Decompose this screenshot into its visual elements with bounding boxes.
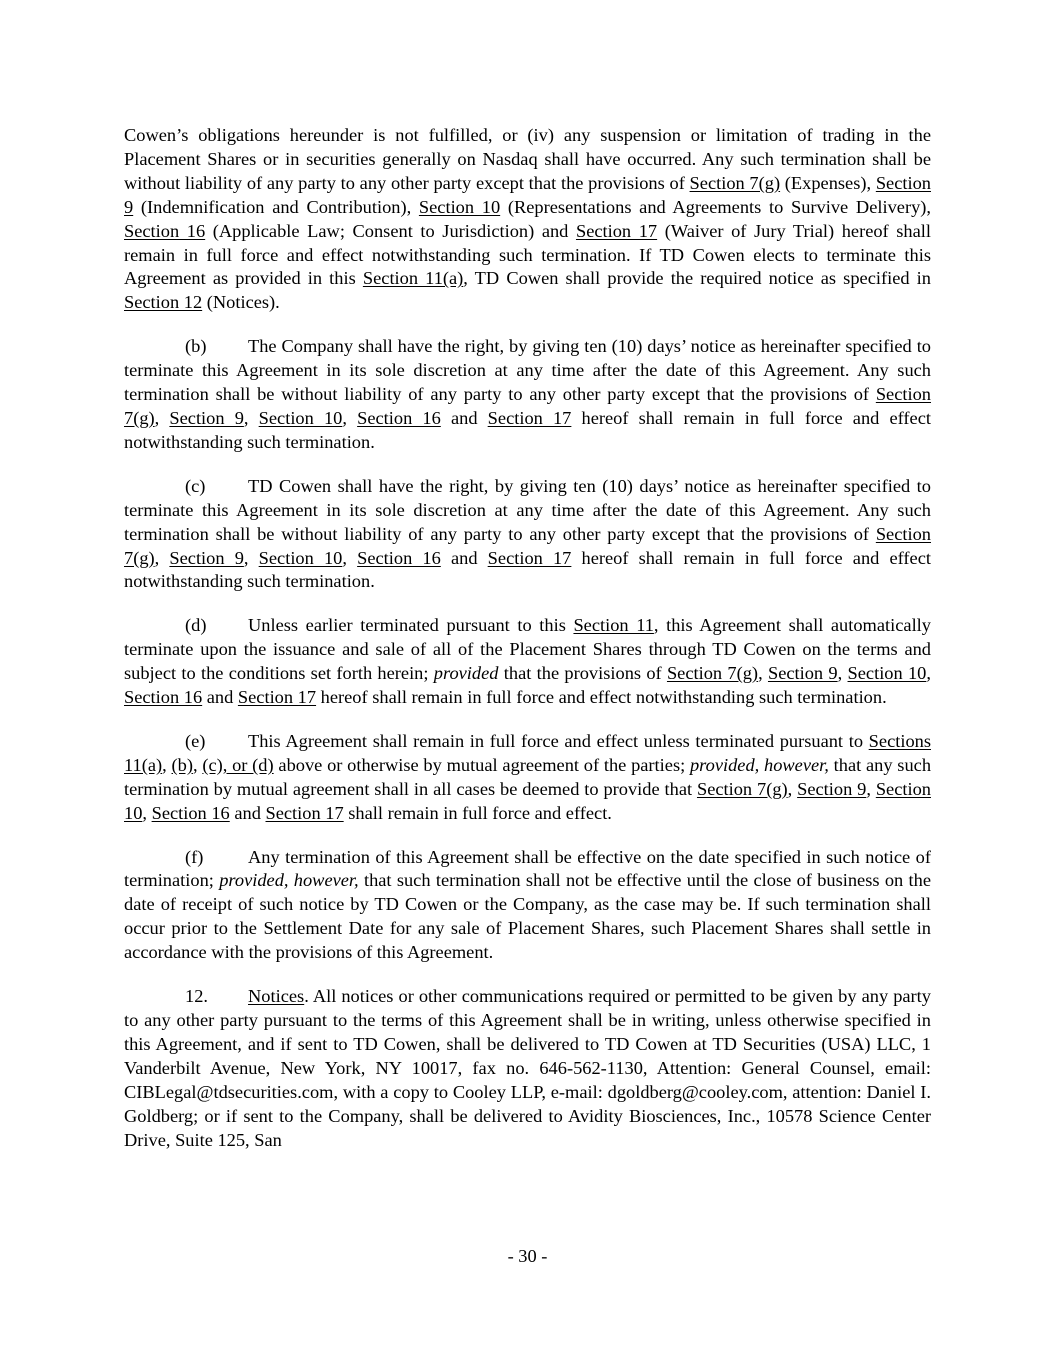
- text: that the provisions of: [498, 663, 667, 684]
- section-reference: Section 17: [575, 220, 658, 241]
- section-reference: Section 10: [418, 196, 501, 217]
- paragraph-f: [124, 846, 931, 966]
- document-page: [124, 124, 931, 1172]
- section-reference: Section 10: [847, 663, 927, 684]
- text: shall remain in full force and effect.: [343, 802, 612, 823]
- clause-label: (f): [185, 846, 204, 867]
- section-reference: Section 10: [258, 407, 343, 428]
- section-reference: Section 17: [265, 802, 344, 823]
- text: ,: [243, 547, 259, 568]
- text: . All notices or other communications required or permitted to be given by any party to any other party pursuant to the terms of this Agreement shall be in writing, unless otherwise specified in this Agreement, and if sent to TD Cowen, shall be delivered to TD Cowen at TD Securities (USA) LLC, 1 Vanderbilt Avenue, New York, NY 10017, fax no. 646-562-1130, Attention: General Counsel, email: CIBLegal@tdsecurities.com, with a copy to Cooley LLP, e-mail: dgoldberg@cooley.com, attention: Daniel I. Goldberg; or if sent to the Company, shall be delivered to Avidity Biosciences, Inc., 10578 Science Center Drive, Suite 125, San: [124, 986, 931, 1150]
- section-reference: Section 9: [124, 172, 931, 217]
- text: ,: [154, 547, 170, 568]
- section-reference: Section 10: [124, 778, 931, 823]
- text: , this Agreement shall automatically terminate upon the issuance and sale of all of the Placement Shares through TD Cowen on the terms and subject to the conditions set forth herein;: [124, 615, 931, 684]
- section-reference: Section 7(g): [666, 663, 759, 684]
- text: above or otherwise by mutual agreement of the parties;: [273, 754, 690, 775]
- section-reference: Section 11: [573, 615, 654, 636]
- section-reference: Section 12: [124, 292, 203, 313]
- text: hereof shall remain in full force and effect notwithstanding such termination.: [124, 407, 931, 452]
- section-reference: Section 9: [767, 663, 838, 684]
- section-reference: Section 7(g): [689, 172, 781, 193]
- text: ,: [837, 663, 848, 684]
- paragraph-c: [124, 475, 931, 595]
- text: This Agreement shall remain in full force and effect unless terminated pursuant to: [248, 730, 869, 751]
- paragraph-b: [124, 335, 931, 455]
- text: that any such termination by mutual agreement shall in all cases be deemed to provide that: [124, 754, 932, 799]
- section-reference: Section 11(a): [362, 268, 464, 289]
- text: (Indemnification and Contribution),: [133, 196, 419, 217]
- text: hereof shall remain in full force and effect notwithstanding such termination.: [316, 687, 887, 708]
- text: (Waiver of Jury Trial) hereof shall remain in full force and effect notwithstanding such termination. If TD Cowen elects to terminate this Agreement as provided in this: [124, 220, 931, 289]
- section-reference: Section 16: [124, 687, 203, 708]
- section-heading: Notices: [248, 986, 305, 1007]
- text: ,: [866, 778, 876, 799]
- clause-label: (b): [185, 336, 207, 357]
- paragraph-d: [124, 614, 931, 710]
- text: ,: [342, 547, 358, 568]
- section-reference: Section 17: [487, 547, 572, 568]
- section-reference: Section 16: [124, 220, 206, 241]
- text: ,: [162, 754, 172, 775]
- text: TD Cowen shall have the right, by giving ten (10) days’ notice as hereinafter specified to terminate this Agreement in its sole discretion at any time after the date of this Agreement. Any such termination shall be without liability of any party to any other party except that the provisions of: [124, 475, 931, 544]
- text: ,: [192, 754, 203, 775]
- text: (Notices).: [202, 292, 280, 313]
- text: and: [440, 547, 488, 568]
- section-reference: Section 10: [258, 547, 343, 568]
- section-reference: Sections 11(a): [124, 730, 931, 775]
- text: hereof shall remain in full force and effect notwithstanding such termination.: [124, 547, 931, 592]
- text: Cowen’s obligations hereunder is not fulfilled, or (iv) any suspension or limitation of trading in the Placement Shares or in securities generally on Nasdaq shall have occurred. Any such termination shall be without liability of any party to any other party except that the provisions of: [124, 125, 931, 193]
- text: Any termination of this Agreement shall be effective on the date specified in such notice of termination;: [124, 846, 931, 891]
- text: (Applicable Law; Consent to Jurisdiction) and: [205, 220, 576, 241]
- italic-text: provided, however,: [219, 870, 359, 891]
- page-number: - 30 -: [507, 1246, 548, 1266]
- text: ,: [142, 802, 152, 823]
- paragraph-termination-continued: [124, 124, 931, 315]
- section-reference: Section 17: [487, 407, 572, 428]
- section-number: 12.: [185, 986, 208, 1007]
- section-reference: (b): [171, 754, 193, 775]
- section-reference: Section 7(g): [696, 778, 788, 799]
- text: ,: [758, 663, 768, 684]
- text: that such termination shall not be effective until the close of business on the date of receipt of such notice by TD Cowen or the Company, as the case may be. If such termination shall occur prior to the Settlement Date for any sale of Placement Shares, such Placement Shares shall settle in accordance with the provisions of this Agreement.: [124, 870, 931, 963]
- text: (Representations and Agreements to Survive Delivery),: [500, 196, 931, 217]
- clause-label: (c): [185, 475, 206, 496]
- section-reference: Section 7(g): [124, 384, 931, 428]
- section-reference: Section 9: [169, 407, 244, 428]
- text: ,: [154, 407, 170, 428]
- text: ,: [787, 778, 798, 799]
- paragraph-e: [124, 730, 931, 826]
- clause-label: (d): [185, 615, 207, 636]
- section-reference: Section 16: [151, 802, 230, 823]
- section-reference: Section 16: [357, 407, 441, 428]
- text: (Expenses),: [780, 172, 876, 193]
- text: , TD Cowen shall provide the required notice as specified in: [463, 268, 931, 289]
- text: The Company shall have the right, by giving ten (10) days’ notice as hereinafter specified to terminate this Agreement in its sole discretion at any time after the date of this Agreement. Any such termination shall be without liability of any party to any other party except that the provisions of: [124, 336, 931, 405]
- text: ,: [243, 407, 259, 428]
- clause-label: (e): [185, 730, 206, 751]
- section-reference: Section 17: [237, 687, 317, 708]
- section-reference: (c), or (d): [202, 754, 274, 775]
- text: ,: [342, 407, 358, 428]
- italic-text: provided, however,: [689, 754, 829, 775]
- section-reference: Section 7(g): [124, 523, 931, 568]
- text: and: [229, 802, 266, 823]
- italic-text: provided: [433, 663, 499, 684]
- text: and: [202, 687, 238, 708]
- section-reference: Section 9: [169, 547, 244, 568]
- section-reference: Section 9: [797, 778, 867, 799]
- text: Unless earlier terminated pursuant to this: [248, 615, 574, 636]
- text: and: [440, 407, 488, 428]
- paragraph-12-notices: [124, 985, 931, 1152]
- text: ,: [926, 663, 931, 684]
- section-reference: Section 16: [357, 547, 441, 568]
